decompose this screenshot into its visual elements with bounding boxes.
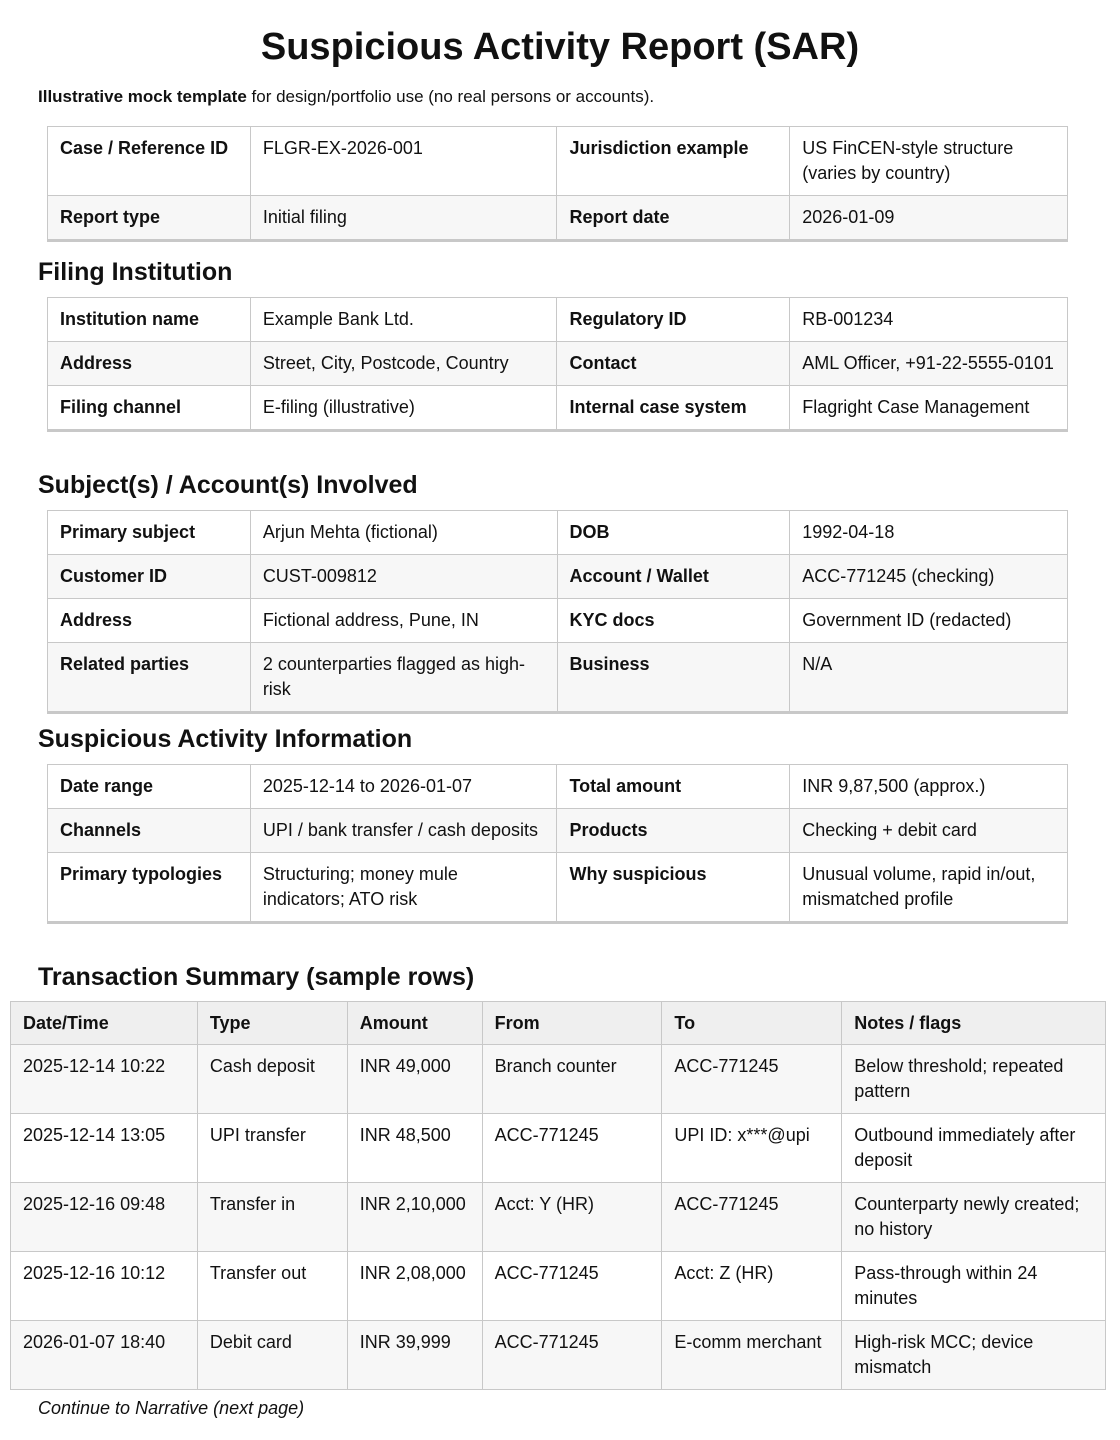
activity-heading: Suspicious Activity Information — [38, 725, 413, 753]
cell: ACC-771245 — [662, 1183, 842, 1252]
continue-note: Continue to Narrative (next page) — [38, 1398, 305, 1418]
table-row — [48, 853, 1068, 922]
activity-table — [47, 764, 1068, 922]
cell-value: Fictional address, Pune, IN — [250, 599, 557, 643]
cell: 2025-12-14 10:22 — [11, 1045, 198, 1114]
cell-label: Account / Wallet — [557, 555, 790, 599]
table-row — [48, 127, 1068, 196]
cell-label: Regulatory ID — [557, 298, 790, 342]
report-date-label: Report date — [557, 196, 790, 240]
cell-value: 2025-12-14 to 2026-01-07 — [250, 765, 557, 809]
cell: Below threshold; repeated pattern — [842, 1045, 1106, 1114]
table-row — [11, 1045, 1106, 1114]
cell-label: Channels — [48, 809, 251, 853]
cell: INR 2,08,000 — [347, 1252, 482, 1321]
table-row — [11, 1321, 1106, 1390]
column-header: Notes / flags — [842, 1002, 1106, 1045]
cell-label: Address — [48, 342, 251, 386]
cell: Transfer in — [197, 1183, 347, 1252]
case-info-table — [47, 126, 1068, 240]
cell: Pass-through within 24 minutes — [842, 1252, 1106, 1321]
cell: Debit card — [197, 1321, 347, 1390]
cell: 2026-01-07 18:40 — [11, 1321, 198, 1390]
cell: ACC-771245 — [482, 1114, 662, 1183]
transactions-heading: Transaction Summary (sample rows) — [38, 963, 475, 991]
cell-label: Total amount — [557, 765, 790, 809]
cell: Transfer out — [197, 1252, 347, 1321]
cell: ACC-771245 — [482, 1252, 662, 1321]
cell: Outbound immediately after deposit — [842, 1114, 1106, 1183]
table-row — [48, 809, 1068, 853]
cell-value: Example Bank Ltd. — [250, 298, 557, 342]
cell: 2025-12-16 09:48 — [11, 1183, 198, 1252]
cell-label: Related parties — [48, 643, 251, 712]
cell-value: ACC-771245 (checking) — [790, 555, 1068, 599]
cell-value: 2 counterparties flagged as high-risk — [250, 643, 557, 712]
intro-note — [38, 87, 654, 107]
cell-label: Date range — [48, 765, 251, 809]
cell-value: Street, City, Postcode, Country — [250, 342, 557, 386]
cell-value: N/A — [790, 643, 1068, 712]
cell: INR 39,999 — [347, 1321, 482, 1390]
cell-label: Primary typologies — [48, 853, 251, 922]
cell-label: Business — [557, 643, 790, 712]
table-row — [48, 386, 1068, 430]
cell: 2025-12-14 13:05 — [11, 1114, 198, 1183]
cell-value: RB-001234 — [790, 298, 1068, 342]
column-header: Amount — [347, 1002, 482, 1045]
cell-label: KYC docs — [557, 599, 790, 643]
table-row — [11, 1114, 1106, 1183]
cell-value: INR 9,87,500 (approx.) — [790, 765, 1068, 809]
filing-institution-table — [47, 297, 1068, 430]
column-header: Type — [197, 1002, 347, 1045]
cell-value: 1992-04-18 — [790, 511, 1068, 555]
cell-value: Flagright Case Management — [790, 386, 1068, 430]
cell-value: CUST-009812 — [250, 555, 557, 599]
subjects-heading: Subject(s) / Account(s) Involved — [38, 471, 418, 499]
report-date-value: 2026-01-09 — [790, 196, 1068, 240]
table-row — [48, 342, 1068, 386]
cell-label: Institution name — [48, 298, 251, 342]
table-row — [48, 298, 1068, 342]
cell: Acct: Y (HR) — [482, 1183, 662, 1252]
cell-value: UPI / bank transfer / cash deposits — [250, 809, 557, 853]
cell: INR 2,10,000 — [347, 1183, 482, 1252]
cell: Acct: Z (HR) — [662, 1252, 842, 1321]
cell: ACC-771245 — [662, 1045, 842, 1114]
cell-label: Filing channel — [48, 386, 251, 430]
cell-value: AML Officer, +91-22-5555-0101 — [790, 342, 1068, 386]
cell-value: Government ID (redacted) — [790, 599, 1068, 643]
case-id-value: FLGR-EX-2026-001 — [250, 127, 557, 196]
cell: E-comm merchant — [662, 1321, 842, 1390]
table-row — [48, 643, 1068, 712]
jurisdiction-label: Jurisdiction example — [557, 127, 790, 196]
cell-label: Why suspicious — [557, 853, 790, 922]
transactions-table — [10, 1001, 1106, 1390]
subjects-table — [47, 510, 1068, 712]
table-row — [48, 511, 1068, 555]
cell-label: Contact — [557, 342, 790, 386]
table-row — [48, 599, 1068, 643]
cell: 2025-12-16 10:12 — [11, 1252, 198, 1321]
cell: Counterparty newly created; no history — [842, 1183, 1106, 1252]
report-type-value: Initial filing — [250, 196, 557, 240]
case-id-label: Case / Reference ID — [48, 127, 251, 196]
cell: UPI transfer — [197, 1114, 347, 1183]
table-header-row — [11, 1002, 1106, 1045]
cell-value: Arjun Mehta (fictional) — [250, 511, 557, 555]
cell: INR 49,000 — [347, 1045, 482, 1114]
cell: INR 48,500 — [347, 1114, 482, 1183]
filing-institution-heading: Filing Institution — [38, 258, 233, 286]
table-row — [11, 1252, 1106, 1321]
column-header: To — [662, 1002, 842, 1045]
cell: ACC-771245 — [482, 1321, 662, 1390]
page-title: Suspicious Activity Report (SAR) — [260, 26, 860, 68]
table-row — [11, 1183, 1106, 1252]
report-type-label: Report type — [48, 196, 251, 240]
table-row — [48, 555, 1068, 599]
cell: Branch counter — [482, 1045, 662, 1114]
cell-label: Primary subject — [48, 511, 251, 555]
cell: UPI ID: x***@upi — [662, 1114, 842, 1183]
cell-label: DOB — [557, 511, 790, 555]
cell-value: Unusual volume, rapid in/out, mismatched profile — [790, 853, 1068, 922]
jurisdiction-value: US FinCEN-style structure (varies by country) — [790, 127, 1068, 196]
table-row — [48, 765, 1068, 809]
cell-label: Customer ID — [48, 555, 251, 599]
cell-value: E-filing (illustrative) — [250, 386, 557, 430]
cell: Cash deposit — [197, 1045, 347, 1114]
table-row — [48, 196, 1068, 240]
column-header: Date/Time — [11, 1002, 198, 1045]
intro-rest: for design/portfolio use (no real persons or accounts). — [246, 87, 655, 106]
cell: High-risk MCC; device mismatch — [842, 1321, 1106, 1390]
intro-bold: Illustrative mock template — [38, 87, 247, 106]
cell-label: Products — [557, 809, 790, 853]
cell-value: Structuring; money mule indicators; ATO risk — [250, 853, 557, 922]
column-header: From — [482, 1002, 662, 1045]
cell-label: Address — [48, 599, 251, 643]
cell-value: Checking + debit card — [790, 809, 1068, 853]
cell-label: Internal case system — [557, 386, 790, 430]
